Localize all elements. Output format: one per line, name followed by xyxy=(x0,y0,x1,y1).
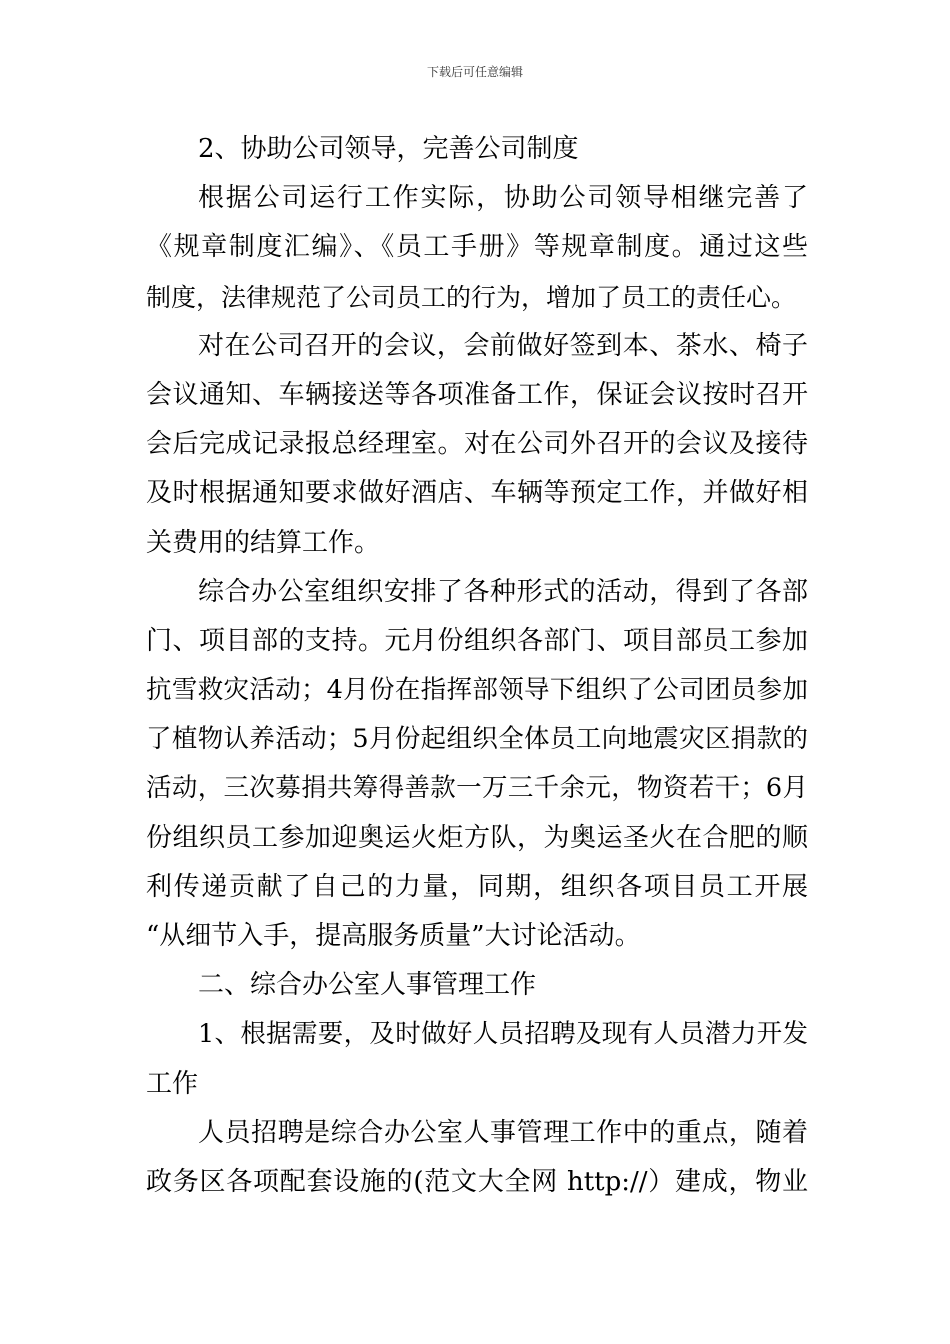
header-note: 下载后可任意编辑 xyxy=(426,65,523,79)
text-line: 门、项目部的支持。元月份组织各部门、项目部员工参加 xyxy=(146,625,808,656)
text-line: 会议通知、车辆接送等各项准备工作，保证会议按时召开 xyxy=(146,379,808,410)
text-line: 会后完成记录报总经理室。对在公司外召开的会议及接待 xyxy=(146,429,808,460)
text-line: 根据公司运行工作实际，协助公司领导相继完善了 xyxy=(198,183,808,214)
text-line: 利传递贡献了自己的力量，同期，组织各项目员工开展 xyxy=(146,871,808,902)
text-line: 政务区各项配套设施的(范文大全网 http://）建成，物业 xyxy=(146,1166,808,1197)
text-line: 制度，法律规范了公司员工的行为，增加了员工的责任心。 xyxy=(146,282,797,312)
text-line: “从细节入手，提高服务质量”大讨论活动。 xyxy=(146,921,641,951)
text-line: 人员招聘是综合办公室人事管理工作中的重点，随着 xyxy=(198,1117,808,1148)
text-line: 抗雪救灾活动；4月份在指挥部领导下组织了公司团员参加 xyxy=(146,675,808,706)
text-line: 综合办公室组织安排了各种形式的活动，得到了各部 xyxy=(198,576,808,607)
text-line: 对在公司召开的会议，会前做好签到本、茶水、椅子 xyxy=(198,330,808,361)
text-line: 了植物认养活动；5月份起组织全体员工向地震灾区捐款的 xyxy=(146,724,808,755)
text-line: 及时根据通知要求做好酒店、车辆等预定工作，并做好相 xyxy=(146,478,808,509)
text-line: 关费用的结算工作。 xyxy=(146,527,381,558)
text-line: 《规章制度汇编》、《员工手册》等规章制度。通过这些 xyxy=(146,232,808,263)
text-line: 二、综合办公室人事管理工作 xyxy=(198,970,537,1001)
text-line: 工作 xyxy=(146,1068,199,1099)
text-line: 2、协助公司领导，完善公司制度 xyxy=(198,134,579,164)
text-line: 份组织员工参加迎奥运火炬方队，为奥运圣火在合肥的顺 xyxy=(146,822,808,853)
body-text xyxy=(146,125,808,1207)
text-line: 活动，三次募捐共筹得善款一万三千余元，物资若干；6月 xyxy=(146,773,808,804)
text-line: 1、根据需要，及时做好人员招聘及现有人员潜力开发 xyxy=(198,1019,808,1050)
